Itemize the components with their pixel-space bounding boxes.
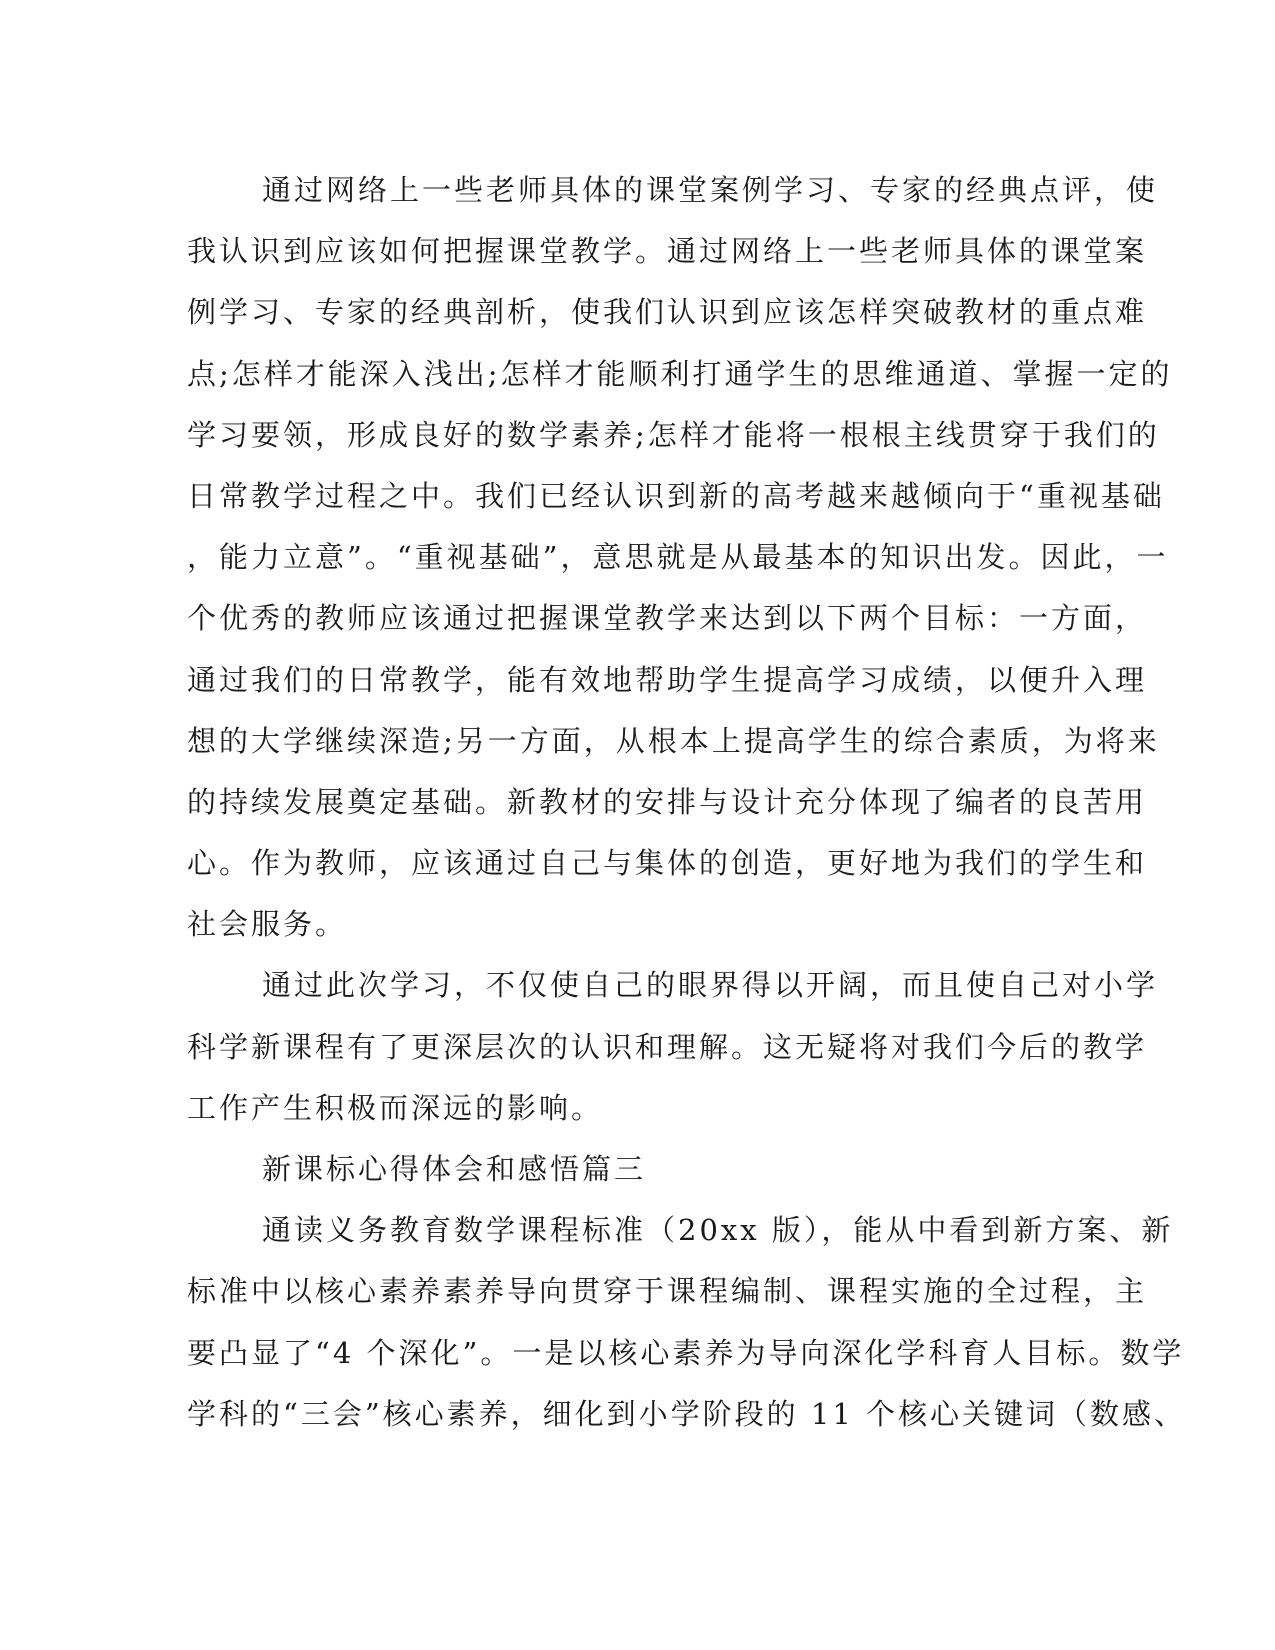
- paragraph-line: 工作产生积极而深远的影响。: [187, 1090, 604, 1125]
- section-heading: 新课标心得体会和感悟篇三: [262, 1152, 647, 1186]
- paragraph-line: 日常教学过程之中。我们已经认识到新的高考越来越倾向于“重视基础: [187, 478, 1165, 513]
- paragraph-line: 我认识到应该如何把握课堂教学。通过网络上一些老师具体的课堂案: [187, 234, 1148, 269]
- paragraph-line: 例学习、专家的经典剖析，使我们认识到应该怎样突破教材的重点难: [187, 295, 1148, 330]
- paragraph-line: 点;怎样才能深入浅出;怎样才能顺利打通学生的思维通道、掌握一定的: [187, 356, 1173, 391]
- paragraph-line: 的持续发展奠定基础。新教材的安排与设计充分体现了编者的良苦用: [187, 784, 1148, 819]
- paragraph-line: 通读义务教育数学课程标准（20xx 版），能从中看到新方案、新: [262, 1213, 1174, 1248]
- paragraph-line: 通过此次学习，不仅使自己的眼界得以开阔，而且使自己对小学: [262, 968, 1159, 1003]
- paragraph-line: 心。作为教师，应该通过自己与集体的创造，更好地为我们的学生和: [187, 846, 1148, 881]
- paragraph-line: 标准中以核心素养素养导向贯穿于课程编制、课程实施的全过程，主: [187, 1274, 1148, 1309]
- document-body: [187, 160, 1186, 1445]
- paragraph-line: ，能力立意”。“重视基础”，意思就是从最基本的知识出发。因此，一: [187, 540, 1169, 575]
- paragraph-line: 要凸显了“4 个深化”。一是以核心素养为导向深化学科育人目标。数学: [187, 1335, 1185, 1370]
- paragraph-line: 通过我们的日常教学，能有效地帮助学生提高学习成绩，以便升入理: [187, 662, 1148, 697]
- paragraph-line: 科学新课程有了更深层次的认识和理解。这无疑将对我们今后的教学: [187, 1029, 1148, 1064]
- paragraph-line: 个优秀的教师应该通过把握课堂教学来达到以下两个目标：一方面，: [187, 601, 1148, 636]
- paragraph-line: 想的大学继续深造;另一方面，从根本上提高学生的综合素质，为将来: [187, 723, 1160, 758]
- paragraph-line: 通过网络上一些老师具体的课堂案例学习、专家的经典点评，使: [262, 173, 1159, 207]
- paragraph-line: 学习要领，形成良好的数学素养;怎样才能将一根根主线贯穿于我们的: [187, 417, 1160, 452]
- paragraph-line: 学科的“三会”核心素养，细化到小学阶段的 11 个核心关键词（数感、: [187, 1396, 1186, 1431]
- paragraph-line: 社会服务。: [187, 907, 348, 942]
